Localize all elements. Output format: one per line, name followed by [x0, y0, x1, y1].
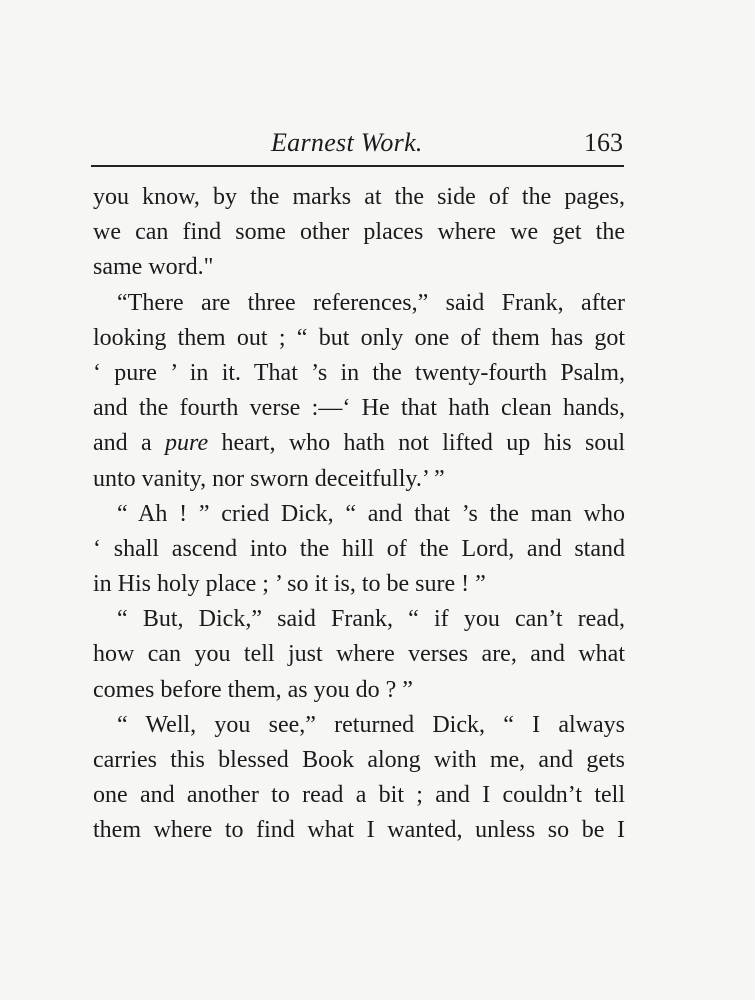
header-rule — [91, 165, 624, 167]
text-line: one and another to read a bit ; and I couldn’t tell — [93, 782, 625, 809]
text-line: you know, by the marks at the side of the pages, — [93, 184, 625, 210]
text-line: looking them out ; “ but only one of them has got — [93, 324, 625, 351]
text-line: ‘ shall ascend into the hill of the Lord, and stand — [93, 535, 625, 562]
page-number: 163 — [584, 128, 623, 157]
text-line: in His holy place ; ’ so it is, to be sure ! ” — [93, 571, 486, 598]
paragraph-start-line: “ Well, you see,” returned Dick, “ I always — [117, 711, 625, 738]
text-line: carries this blessed Book along with me, and gets — [93, 747, 625, 773]
text-segment: and a — [93, 430, 166, 457]
text-line: we can find some other places where we get the — [93, 219, 625, 246]
text-line: them where to find what I wanted, unless so be I — [93, 817, 625, 844]
text-line: unto vanity, nor sworn deceitfully.’ ” — [93, 465, 445, 492]
italic-emphasis: pure — [165, 430, 209, 457]
paragraph-start-line: “There are three references,” said Frank, after — [117, 289, 625, 316]
text-line — [93, 426, 625, 461]
running-title: Earnest Work. — [271, 128, 423, 157]
page-header — [93, 128, 623, 162]
text-segment: heart, who hath not lifted up his soul — [208, 430, 625, 457]
text-line: and the fourth verse :—‘ He that hath clean hands, — [93, 395, 625, 422]
text-line: comes before them, as you do ? ” — [93, 676, 413, 703]
text-line: how can you tell just where verses are, and what — [93, 641, 625, 668]
paragraph-start-line: “ But, Dick,” said Frank, “ if you can’t read, — [117, 606, 625, 633]
text-line: same word." — [93, 254, 214, 281]
body-text — [93, 180, 625, 849]
text-line: ‘ pure ’ in it. That ’s in the twenty-fourth Psalm, — [93, 359, 625, 386]
paragraph-start-line: “ Ah ! ” cried Dick, “ and that ’s the man who — [117, 500, 625, 527]
